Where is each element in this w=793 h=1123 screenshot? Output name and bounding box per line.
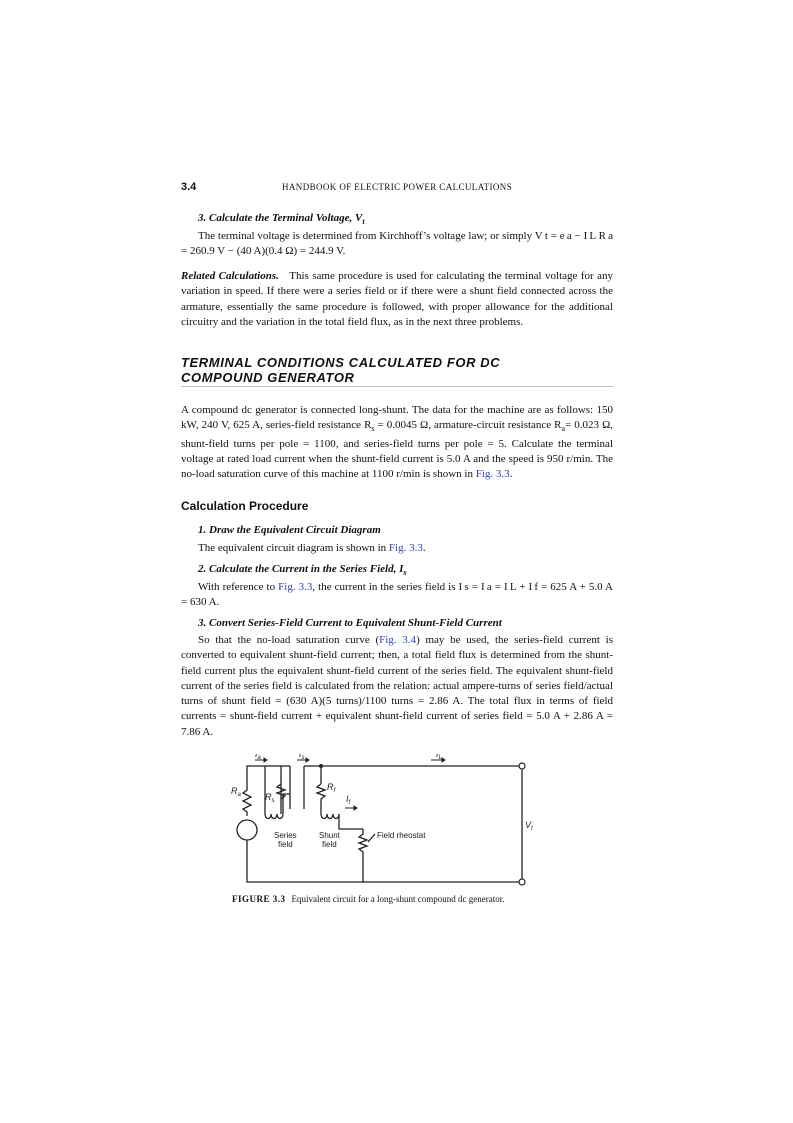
step-3-fig-link[interactable]: Fig. 3.4 — [379, 634, 417, 646]
label-vt: $V_t$ — [525, 820, 533, 832]
step-3-body: So that the no-load saturation curve (Fig. 3.4) may be used, the series-field current is converted to equivalent shunt-field current; then, a total field flux is determined from the shunt-field current plus the equivalent shunt-field current of the series field. The equivalent shunt-field current of the series field is calculated from the relation: actual ampere-turns of series field/actual turns of shunt field = (630 A)(5 turns)/1100 turns = 2.86 A. The total flux in terms of field currents = shunt-field current + equivalent shunt-field current of series field = 5.0 A + 2.86 A = 7.86 A. — [181, 634, 613, 738]
label-series-1: Series — [274, 831, 297, 840]
running-title: HANDBOOK OF ELECTRIC POWER CALCULATIONS — [282, 182, 513, 192]
step-title-terminal-voltage: 3. Calculate the Terminal Voltage, $V_t$ — [198, 212, 365, 227]
page-header — [181, 181, 613, 195]
terminal-top — [519, 763, 525, 769]
label-ra: $R_a$ — [231, 786, 241, 798]
step-2-title: 2. Calculate the Current in the Series Field, $I_s$ — [198, 563, 407, 578]
step-2-body: With reference to Fig. 3.3, the current in the series field is I s = I a = I L + I f = 625 A + 5.0 A = 630 A. — [181, 581, 613, 609]
label-if: $I_f$ — [346, 794, 351, 806]
label-shunt-1: Shunt — [319, 831, 340, 840]
related-label: Related Calculations. — [181, 270, 279, 282]
fig-3-3-link[interactable]: Fig. 3.3 — [475, 468, 510, 481]
wire-top-left — [247, 766, 265, 784]
label-il: $I_L$ — [436, 754, 442, 761]
problem-statement: A compound dc generator is connected long-shunt. The data for the machine are as follows: 150 kW, 240 V, 625 A, series-field resistance $R_s = 0.0045$ Ω, armature-circuit resistance $R_a= 0.023$ Ω, shunt-field turns per pole = 1100, and series-field turns per pole = 5. Calculate the terminal voltage at rated load current when the shunt-field current is 5.0 A and the speed is 950 r/min. The no-load saturation curve of this machine at 1100 r/min is shown in Fig. 3.3. — [181, 404, 613, 481]
label-ia: $I_a$ — [255, 754, 261, 761]
related-calculations-paragraph: Related Calculations. This same procedure is used for calculating the terminal voltage for any variation in speed. If there were a series field or if there were a shunt field connected across the armature, essentially the same procedure is followed, with proper allowance for the additional circuitry and the variation in the total field flux, as in the next three problems. — [181, 270, 613, 328]
label-rs: $R_s$ — [265, 792, 275, 804]
caption-label: FIGURE 3.3 — [232, 894, 286, 904]
step-2-fig-link[interactable]: Fig. 3.3 — [278, 581, 313, 593]
circuit-diagram — [225, 754, 535, 894]
rheostat-arrow — [368, 834, 375, 842]
section-rule — [181, 386, 613, 387]
step-1-body: The equivalent circuit diagram is shown in Fig. 3.3. — [198, 542, 426, 554]
label-shunt-2: field — [322, 840, 337, 849]
armature-resistor — [243, 784, 251, 816]
figure-caption — [232, 894, 504, 904]
step-3-title: 3. Convert Series-Field Current to Equivalent Shunt-Field Current — [198, 617, 502, 629]
caption-text: Equivalent circuit for a long-shunt compound dc generator. — [291, 894, 505, 904]
shunt-field-coil — [321, 814, 339, 819]
label-rheostat: Field rheostat — [377, 831, 426, 840]
step-1-fig-link[interactable]: Fig. 3.3 — [388, 542, 423, 554]
rf-resistor — [317, 784, 325, 814]
label-is: $I_s$ — [299, 754, 305, 761]
terminal-bottom — [519, 879, 525, 885]
label-series-2: field — [278, 840, 293, 849]
label-rf: $R_f$ — [327, 782, 336, 794]
procedure-heading: Calculation Procedure — [181, 499, 309, 513]
page-number: 3.4 — [181, 181, 197, 193]
series-field-coil — [265, 814, 283, 819]
circuit-figure — [225, 754, 535, 894]
armature-circle — [237, 820, 257, 840]
junction-dot — [319, 764, 323, 768]
field-rheostat — [359, 829, 367, 882]
terminal-voltage-paragraph: The terminal voltage is determined from Kirchhoff’s voltage law; or simply V t = e a − I L R a = 260.9 V − (40 A)(0.4 Ω) = 244.9 V. — [181, 230, 613, 258]
section-title: TERMINAL CONDITIONS CALCULATED FOR DC COMPOUND GENERATOR — [181, 355, 501, 385]
step-1-title: 1. Draw the Equivalent Circuit Diagram — [198, 524, 381, 536]
